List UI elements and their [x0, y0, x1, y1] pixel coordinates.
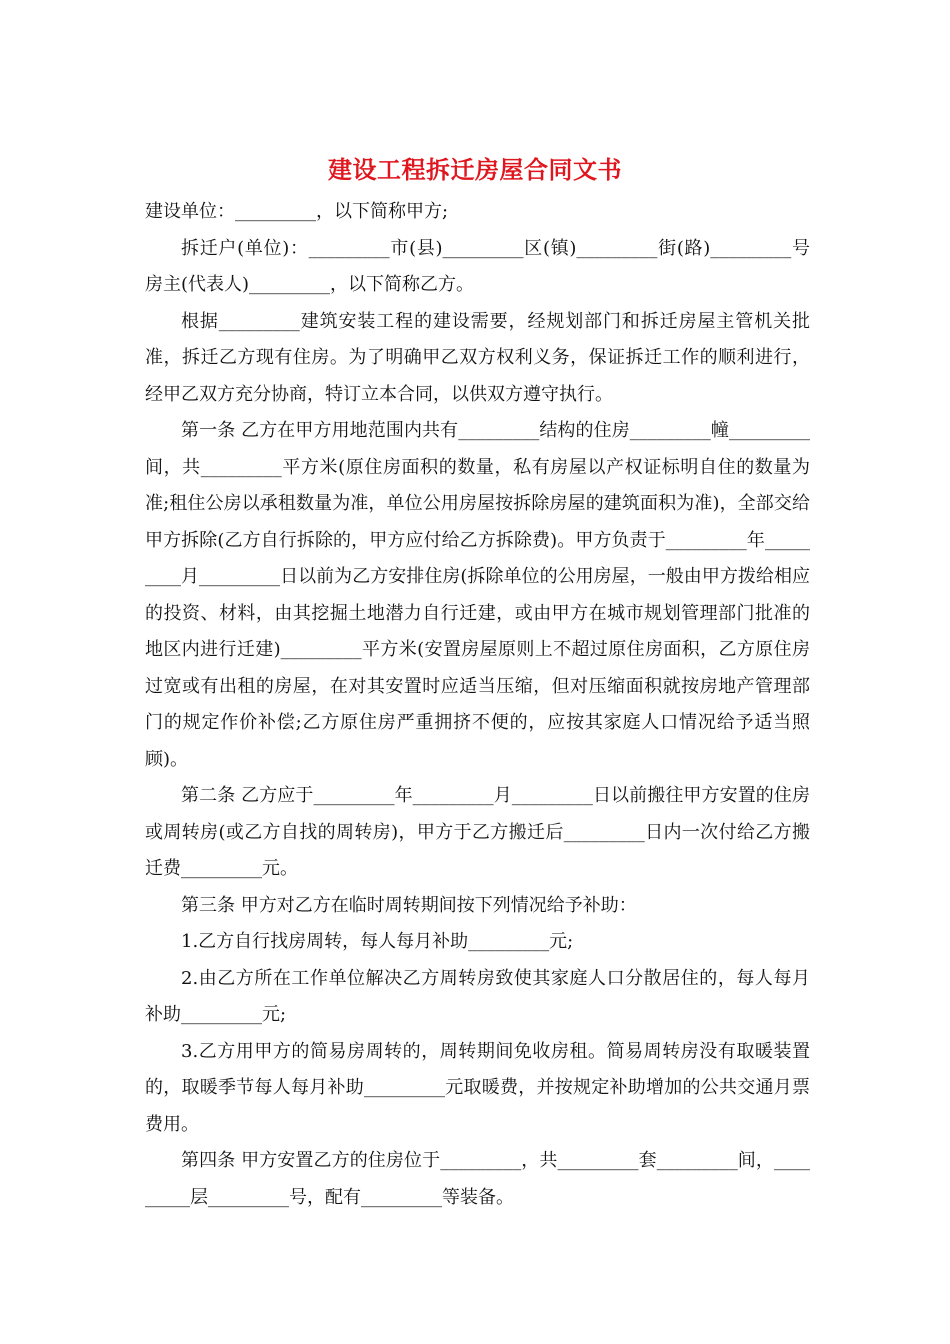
paragraph-article-3-item-1: 1.乙方自行找房周转，每人每月补助_________元; [181, 931, 574, 952]
document-body [145, 194, 810, 1216]
paragraph-article-3: 第三条 甲方对乙方在临时周转期间按下列情况给予补助： [181, 894, 637, 916]
paragraph-article-3-item-2: 2.由乙方所在工作单位解决乙方周转房致使其家庭人口分散居住的，每人每月补助_________元; [145, 967, 810, 1025]
paragraph-article-1: 第一条 乙方在甲方用地范围内共有_________结构的住房_________幢_________间，共_________平方米(原住房面积的数量，私有房屋以产权证标明自住的数量为准;租住公房以承租数量为准，单位公用房屋按拆除房屋的建筑面积为准)，全部交给甲方拆除(乙方自行拆除的，甲方应付给乙方拆除费)。甲方负责于_________年_________月_________日以前为乙方安排住房(拆除单位的公用房屋，一般由甲方拨给相应的投资、材料，由其挖掘土地潜力自行迁建，或由甲方在城市规划管理部门批准的地区内进行迁建)_________平方米(安置房屋原则上不超过原住房面积，乙方原住房过宽或有出租的房屋，在对其安置时应适当压缩，但对压缩面积就按房地产管理部门的规定作价补偿;乙方原住房严重拥挤不便的，应按其家庭人口情况给予适当照顾)。 [145, 420, 810, 770]
document-title: 建设工程拆迁房屋合同文书 [328, 155, 622, 184]
paragraph-article-2: 第二条 乙方应于_________年_________月_________日以前搬往甲方安置的住房或周转房(或乙方自找的周转房)，甲方于乙方搬迁后_________日内一次付给乙方搬迁费_________元。 [145, 785, 810, 879]
paragraph-article-4: 第四条 甲方安置乙方的住房位于_________，共_________套_________间，_________层_________号，配有_________等装备。 [145, 1150, 810, 1208]
paragraph-preamble: 根据_________建筑安装工程的建设需要，经规划部门和拆迁房屋主管机关批准，拆迁乙方现有住房。为了明确甲乙双方权利义务，保证拆迁工作的顺利进行，经甲乙双方充分协商，特订立本合同，以供双方遵守执行。 [145, 310, 810, 405]
paragraph-party-a: 建设单位：_________，以下简称甲方; [145, 201, 449, 222]
paragraph-party-b: 拆迁户(单位)：_________市(县)_________区(镇)_________街(路)_________号房主(代表人)_________，以下简称乙方。 [145, 237, 810, 295]
paragraph-article-3-item-3: 3.乙方用甲方的简易房周转的，周转期间免收房租。简易周转房没有取暖装置的，取暖季节每人每月补助_________元取暖费，并按规定补助增加的公共交通月票费用。 [145, 1040, 810, 1135]
